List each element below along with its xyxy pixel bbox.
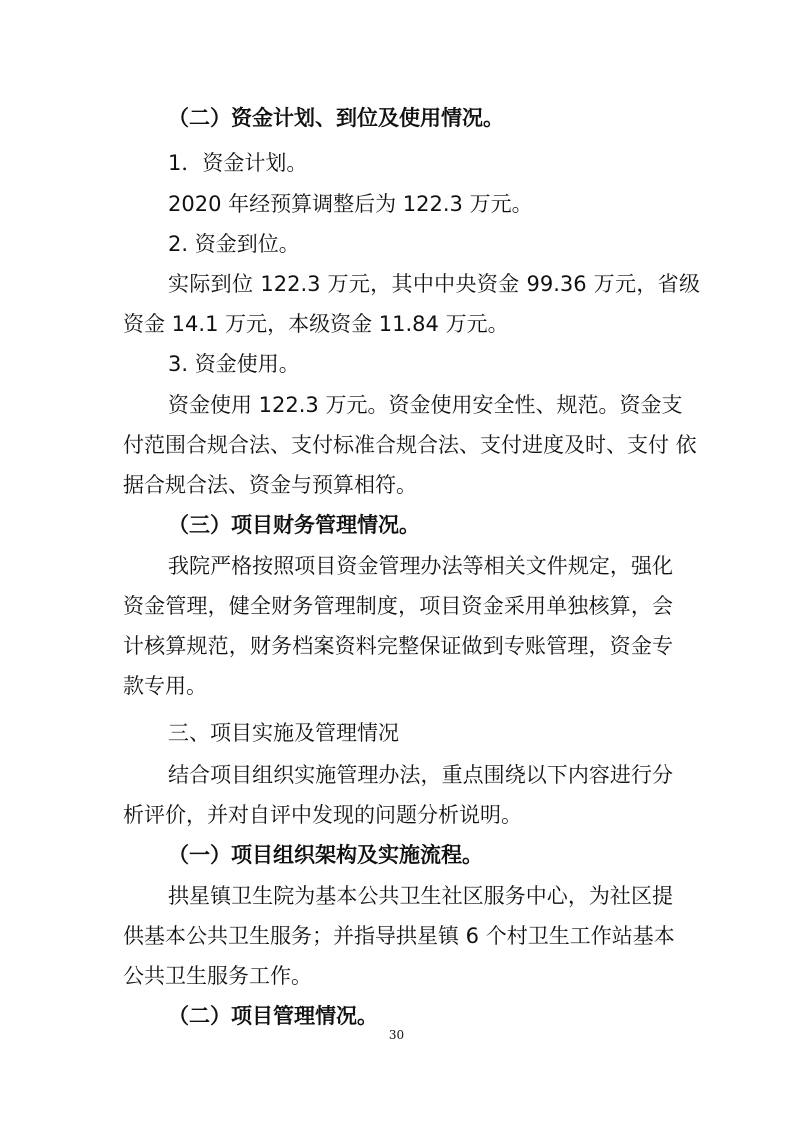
paragraph-line: 我院严格按照项目资金管理办法等相关文件规定，强化 [168, 554, 673, 578]
paragraph-line: 资金管理，健全财务管理制度，项目资金采用单独核算，会 [123, 594, 673, 618]
page-number: 30 [388, 1028, 405, 1042]
paragraph-line: 供基本公共卫生服务；并指导拱星镇 6 个村卫生工作站基本 [123, 924, 675, 948]
paragraph-line: 据合规合法、资金与预算相符。 [123, 473, 417, 497]
chapter-heading-implementation: 三、项目实施及管理情况 [168, 721, 399, 745]
section-heading-funding: （二）资金计划、到位及使用情况。 [168, 106, 504, 130]
paragraph-line: 析评价，并对自评中发现的问题分析说明。 [123, 803, 522, 827]
paragraph-line: 结合项目组织实施管理办法，重点围绕以下内容进行分 [168, 763, 673, 787]
paragraph-line: 拱星镇卫生院为基本公共卫生社区服务中心，为社区提 [168, 884, 673, 908]
section-heading-management: （二）项目管理情况。 [168, 1004, 378, 1028]
paragraph-line: 实际到位 122.3 万元，其中中央资金 99.36 万元，省级 [168, 272, 700, 296]
subheading-funding-arrival: 2. 资金到位。 [168, 232, 300, 256]
subheading-funding-plan: 1．资金计划。 [168, 151, 308, 175]
paragraph-line: 资金 14.1 万元，本级资金 11.84 万元。 [123, 312, 509, 336]
paragraph-line: 2020 年经预算调整后为 122.3 万元。 [168, 192, 533, 216]
paragraph-line: 计核算规范，财务档案资料完整保证做到专账管理，资金专 [123, 634, 673, 658]
paragraph-line: 付范围合规合法、支付标准合规合法、支付进度及时、支付 依 [123, 433, 697, 457]
subheading-funding-usage: 3. 资金使用。 [168, 352, 300, 376]
paragraph-line: 资金使用 122.3 万元。资金使用安全性、规范。资金支 [168, 393, 683, 417]
paragraph-line: 款专用。 [123, 674, 207, 698]
section-heading-finance: （三）项目财务管理情况。 [168, 513, 420, 537]
paragraph-line: 公共卫生服务工作。 [123, 964, 312, 988]
section-heading-organization: （一）项目组织架构及实施流程。 [168, 843, 483, 867]
